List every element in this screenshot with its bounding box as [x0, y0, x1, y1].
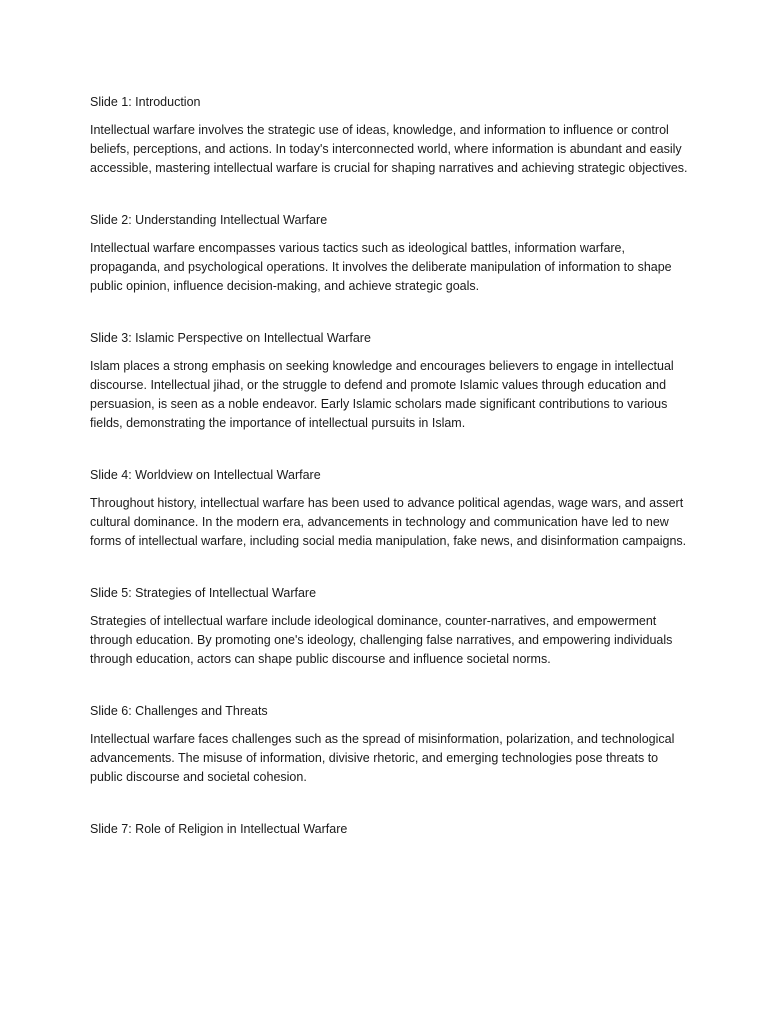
slide-body: Intellectual warfare encompasses various tactics such as ideological battles, information warfare, propaganda, and psychological operations. It involves the deliberate manipulation of information to shape public opinion, influence decision-making, and achieve strategic goals.: [90, 241, 672, 293]
section-gap: [90, 296, 690, 329]
section-gap: [90, 669, 690, 702]
slide-body: Strategies of intellectual warfare include ideological dominance, counter-narratives, and empowerment through education. By promoting one's ideology, challenging false narratives, and empowering individuals through education, actors can shape public discourse and influence societal norms.: [90, 614, 673, 666]
slide-section-6: [90, 702, 690, 787]
slide-heading: Slide 1: Introduction: [90, 95, 201, 109]
section-gap: [90, 433, 690, 466]
slide-heading: Slide 5: Strategies of Intellectual Warfare: [90, 586, 317, 600]
slide-body: Intellectual warfare involves the strategic use of ideas, knowledge, and information to influence or control beliefs, perceptions, and actions. In today's interconnected world, where information is abundant and easily accessible, mastering intellectual warfare is crucial for shaping narratives and achieving strategic objectives.: [90, 123, 688, 175]
slide-body: Intellectual warfare faces challenges such as the spread of misinformation, polarization, and technological advancements. The misuse of information, divisive rhetoric, and emerging technologies pose threats to public discourse and societal cohesion.: [90, 732, 675, 784]
slide-section-1: [90, 93, 690, 178]
slide-section-7: [90, 820, 690, 839]
section-gap: [90, 551, 690, 584]
section-gap: [90, 787, 690, 820]
slide-body: Islam places a strong emphasis on seeking knowledge and encourages believers to engage in intellectual discourse. Intellectual jihad, or the struggle to defend and promote Islamic values through education and persuasion, is seen as a noble endeavor. Early Islamic scholars made significant contributions to various fields, demonstrating the importance of intellectual pursuits in Islam.: [90, 359, 674, 430]
slide-section-4: [90, 466, 690, 551]
section-gap: [90, 178, 690, 211]
slide-body: Throughout history, intellectual warfare has been used to advance political agendas, wage wars, and assert cultural dominance. In the modern era, advancements in technology and communication have led to new forms of intellectual warfare, including social media manipulation, fake news, and disinformation campaigns.: [90, 496, 687, 548]
slide-heading: Slide 3: Islamic Perspective on Intellectual Warfare: [90, 331, 371, 345]
slide-heading: Slide 7: Role of Religion in Intellectual Warfare: [90, 822, 348, 836]
slide-section-3: [90, 329, 690, 433]
document-page: [90, 93, 690, 848]
slide-heading: Slide 4: Worldview on Intellectual Warfare: [90, 468, 321, 482]
slide-section-5: [90, 584, 690, 669]
slide-section-2: [90, 211, 690, 296]
slide-heading: Slide 6: Challenges and Threats: [90, 704, 268, 718]
slide-heading: Slide 2: Understanding Intellectual Warfare: [90, 213, 328, 227]
